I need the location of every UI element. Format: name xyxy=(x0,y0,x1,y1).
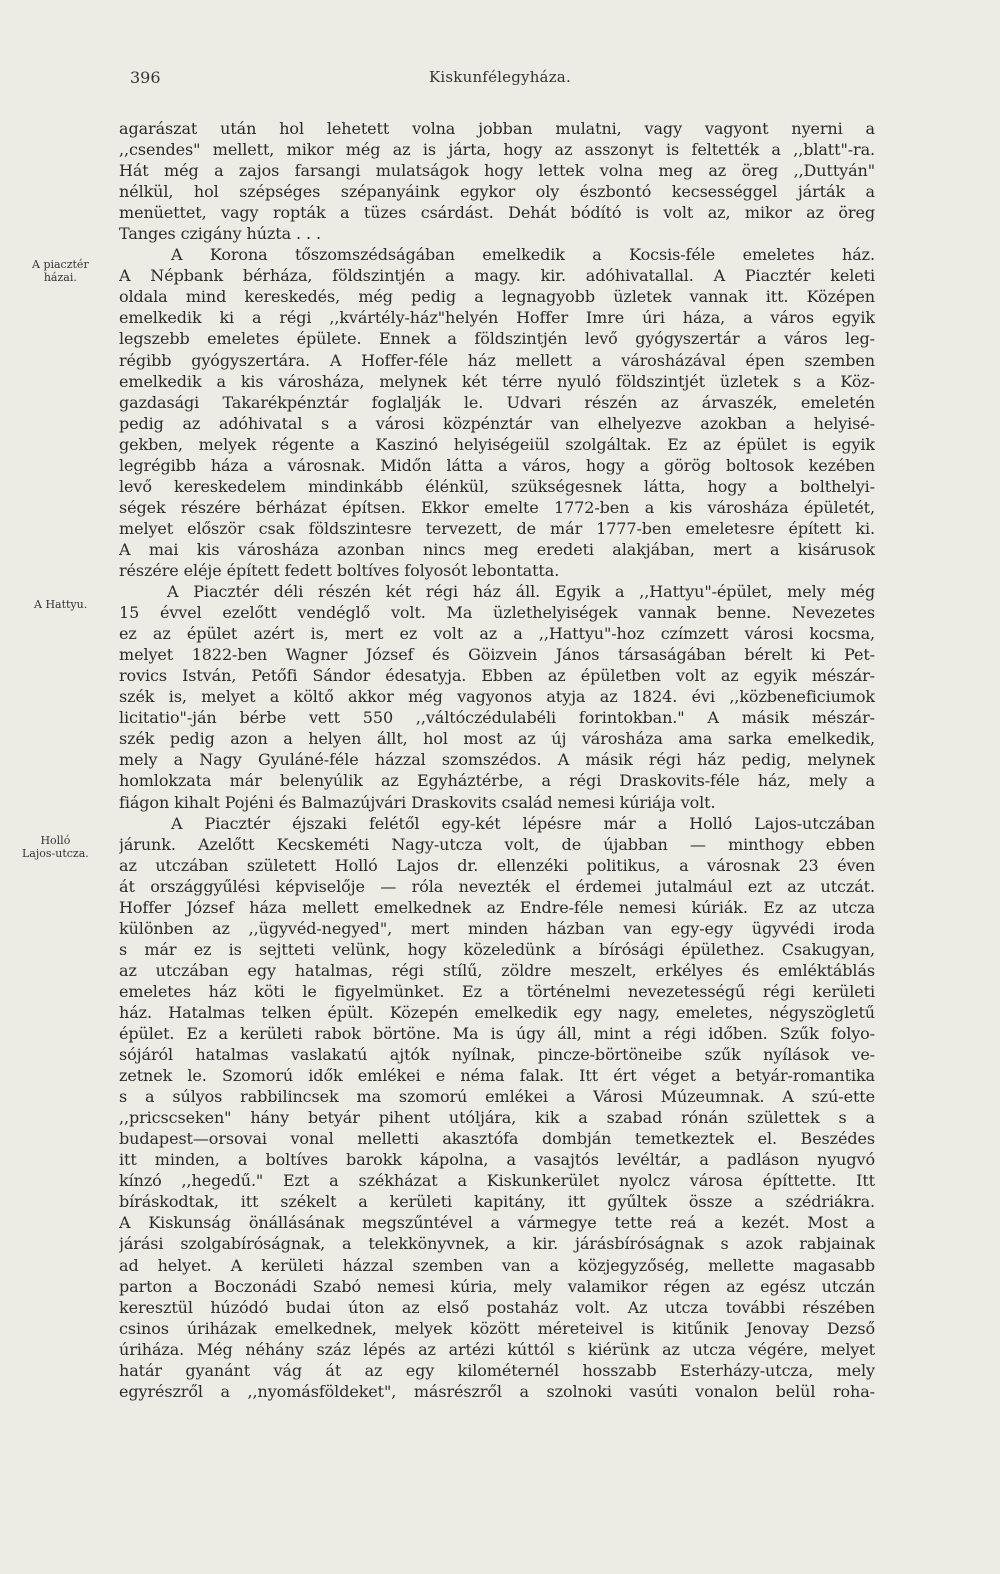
text-line: homlokzata már belenyúlik az Egyháztérbe, a régi Draskovits-féle ház, mely a xyxy=(119,771,875,791)
text-line: ház. Hatalmas telken épült. Közepén emelkedik egy nagy, emeletes, négyszögletű xyxy=(119,1002,875,1022)
text-line: mely a Nagy Gyuláné-féle házzal szomszédos. A másik régi ház pedig, melynek xyxy=(119,750,875,770)
text-line: A Korona tőszomszédságában emelkedik a Kocsis-féle emeletes ház. xyxy=(171,245,875,265)
text-line: keresztül húzódó budai úton az első postaház volt. Az utcza további részében xyxy=(119,1297,875,1317)
text-line: pedig az adóhivatal s a városi közpénztár van elhelyezve azokban a helyisé- xyxy=(119,413,875,433)
body-text xyxy=(119,118,875,1402)
text-line: agarászat után hol lehetett volna jobban mulatni, vagy vagyont nyerni a xyxy=(119,119,875,138)
text-line: épület. Ez a kerületi rabok börtöne. Ma is úgy áll, mint a régi időben. Szűk folyo- xyxy=(119,1024,875,1044)
text-line: rovics István, Petőfi Sándor édesatyja. Ebben az épületben volt az egyik mészár- xyxy=(119,666,875,686)
text-line: ,,csendes" mellett, mikor még az is járta, hogy az asszonyt is feltették a ,,blatt"-ra. xyxy=(119,140,875,160)
margin-note-line: A piacztér xyxy=(32,258,89,271)
text-line: parton a Boczonádi Szabó nemesi kúria, mely valamikor régen az egész utczán xyxy=(119,1276,875,1296)
text-line: szék is, melyet a költő akkor még vagyonos atyja az 1824. évi ,,közbeneficiumok xyxy=(119,687,875,707)
text-line: bíráskodtak, itt székelt a kerületi kapitány, itt gyűltek össze a szédriákra. xyxy=(119,1192,875,1212)
text-line: különben az ,,ügyvéd-negyed", mert minden házban van egy-egy ügyvédi iroda xyxy=(119,918,875,938)
text-line: menüettet, vagy ropták a tüzes csárdást. Dehát bódító is volt az, mikor az öreg xyxy=(119,203,875,223)
text-line: Hát még a zajos farsangi mulatságok hogy lettek volna meg az öreg ,,Duttyán" xyxy=(119,161,875,181)
text-line: Hoffer József háza mellett emelkednek az Endre-féle nemesi kúriák. Ez az utcza xyxy=(119,897,875,917)
margin-note-line: házai. xyxy=(43,271,77,284)
text-line: szék pedig azon a helyen állt, hol most az új városháza ama sarka emelkedik, xyxy=(119,729,875,749)
text-line: ez az épület azért is, mert ez volt az a ,,Hattyu"-hoz czímzett városi kocsma, xyxy=(119,624,875,644)
text-line: A Piacztér éjszaki felétől egy-két lépésre már a Holló Lajos-utczában xyxy=(171,813,875,833)
text-line: levő kereskedelem mindinkább élénkül, szükségesnek látta, hogy a bolthelyi- xyxy=(119,476,875,496)
margin-note-hollo xyxy=(22,834,89,860)
text-line: oldala mind kereskedés, még pedig a legnagyobb üzletek vannak itt. Középen xyxy=(119,287,875,307)
text-line: A Piacztér déli részén két régi ház áll. Egyik a ,,Hattyu"-épület, mely még xyxy=(167,582,875,602)
text-line: kínzó ,,hegedű." Ezt a székházat a Kiskunkerület nyolcz városa építtette. Itt xyxy=(119,1171,875,1191)
text-line: az utczában egy hatalmas, régi stílű, zöldre meszelt, erkélyes és emléktáblás xyxy=(119,960,875,980)
text-line: ségek részére bérházat építsen. Ekkor emelte 1772-ben a kis városháza épületét, xyxy=(119,497,875,517)
text-line: járunk. Azelőtt Kecskeméti Nagy-utcza volt, de újabban — minthogy ebben xyxy=(119,834,875,854)
text-line: 15 évvel ezelőtt vendéglő volt. Ma üzlethelyiségek vannak benne. Nevezetes xyxy=(119,603,875,623)
running-title: Kiskunfélegyháza. xyxy=(429,68,571,86)
text-line: melyet először csak földszintesre tervezett, de már 1777-ben emeletesre épített ki. xyxy=(119,518,875,538)
margin-note-line: Holló xyxy=(40,834,71,847)
margin-note-piacter xyxy=(32,258,89,284)
text-line: s már ez is sejtteti velünk, hogy közeledünk a bírósági épülethez. Csakugyan, xyxy=(119,939,875,959)
text-line: sójáról hatalmas vaslakatú ajtók nyílnak, pincze-börtöneibe szűk nyílások ve- xyxy=(119,1045,875,1065)
text-line: melyet 1822-ben Wagner József és Göizvein János társaságában bérelt ki Pet- xyxy=(119,645,875,665)
text-line: részére eléje épített fedett boltíves folyosót lebontatta. xyxy=(119,560,560,580)
text-line: régibb gyógyszertára. A Hoffer-féle ház mellett a városházával épen szemben xyxy=(119,350,875,370)
text-line: budapest—orsovai vonal melletti akasztófa dombján temetkeztek el. Beszédes xyxy=(119,1129,875,1149)
text-line: legszebb emeletes épülete. Ennek a földszintjén levő gyógyszertár a város leg- xyxy=(119,329,875,349)
text-line: úriháza. Még néhány száz lépés az artézi kúttól s kiérünk az utcza végére, melyet xyxy=(119,1339,875,1359)
text-line: egyrészről a ,,nyomásföldeket", másrészről a szolnoki vasúti vonalon belül roha- xyxy=(119,1381,875,1401)
margin-note-hattyu xyxy=(34,598,87,611)
text-line: legrégibb háza a városnak. Midőn látta a város, hogy a görög boltosok kezében xyxy=(119,455,875,475)
text-line: járási szolgabíróságnak, a telekkönyvnek, a kir. járásbíróságnak s azok rabjainak xyxy=(119,1234,875,1254)
text-line: A Népbank bérháza, földszintjén a magy. kir. adóhivatallal. A Piacztér keleti xyxy=(119,266,875,286)
text-line: zetnek le. Szomorú idők emlékei e néma falak. Itt ért véget a betyár-romantika xyxy=(119,1066,875,1086)
text-line: csinos úriházak emelkednek, melyek között méreteivel is kitűnik Jenovay Dezső xyxy=(119,1318,875,1338)
text-line: határ gyanánt vág át az egy kilométernél hosszabb Esterházy-utcza, mely xyxy=(119,1360,875,1380)
text-line: gazdasági Takarékpénztár foglalják le. Udvari részén az árvaszék, emeletén xyxy=(119,392,875,412)
text-line: emelkedik ki a régi ,,kvártély-ház"helyén Hoffer Imre úri háza, a város egyik xyxy=(119,308,875,328)
text-line: Tanges czigány húzta . . . xyxy=(119,224,321,244)
text-line: fiágon kihalt Pojéni és Balmazújvári Draskovits család nemesi kúriája volt. xyxy=(119,792,716,812)
margin-note-line: Lajos-utcza. xyxy=(22,847,89,860)
text-line: licitatio"-ján bérbe vett 550 ,,váltóczédulabéli forintokban." A másik mészár- xyxy=(119,708,875,728)
text-line: ad helyet. A kerületi házzal szemben van a közjegyzőség, mellette magasabb xyxy=(119,1255,875,1275)
text-line: gekben, melyek régente a Kaszinó helyiségeiül szolgáltak. Ez az épület is egyik xyxy=(119,434,875,454)
text-line: ,,pricscseken" hány betyár pihent utóljára, kik a szabad rónán születtek s a xyxy=(119,1108,875,1128)
page-number: 396 xyxy=(130,68,161,87)
text-line: nélkül, hol szépséges szépanyáink egykor oly észbontó kecsességgel járták a xyxy=(119,182,875,202)
text-line: s a súlyos rabbilincsek ma szomorú emlékei a Városi Múzeumnak. A szú-ette xyxy=(119,1087,875,1107)
text-line: át országgyűlési képviselője — róla nevezték el érdemei jutalmául ezt az utczát. xyxy=(119,876,875,896)
text-line: A mai kis városháza azonban nincs meg eredeti alakjában, mert a kisárusok xyxy=(119,539,875,559)
text-line: emeletes ház köti le figyelmünket. Ez a történelmi nevezetességű régi kerületi xyxy=(119,981,875,1001)
text-line: az utczában született Holló Lajos dr. ellenzéki politikus, a városnak 23 éven xyxy=(119,855,875,875)
text-line: itt minden, a boltíves barokk kápolna, a vasajtós levéltár, a padláson nyugvó xyxy=(119,1150,875,1170)
text-line: A Kiskunság önállásának megszűntével a vármegye tette reá a kezét. Most a xyxy=(119,1213,875,1233)
text-line: emelkedik a kis városháza, melynek két térre nyuló földszintjét üzletek s a Köz- xyxy=(119,371,875,391)
margin-note-line: A Hattyu. xyxy=(34,598,88,611)
